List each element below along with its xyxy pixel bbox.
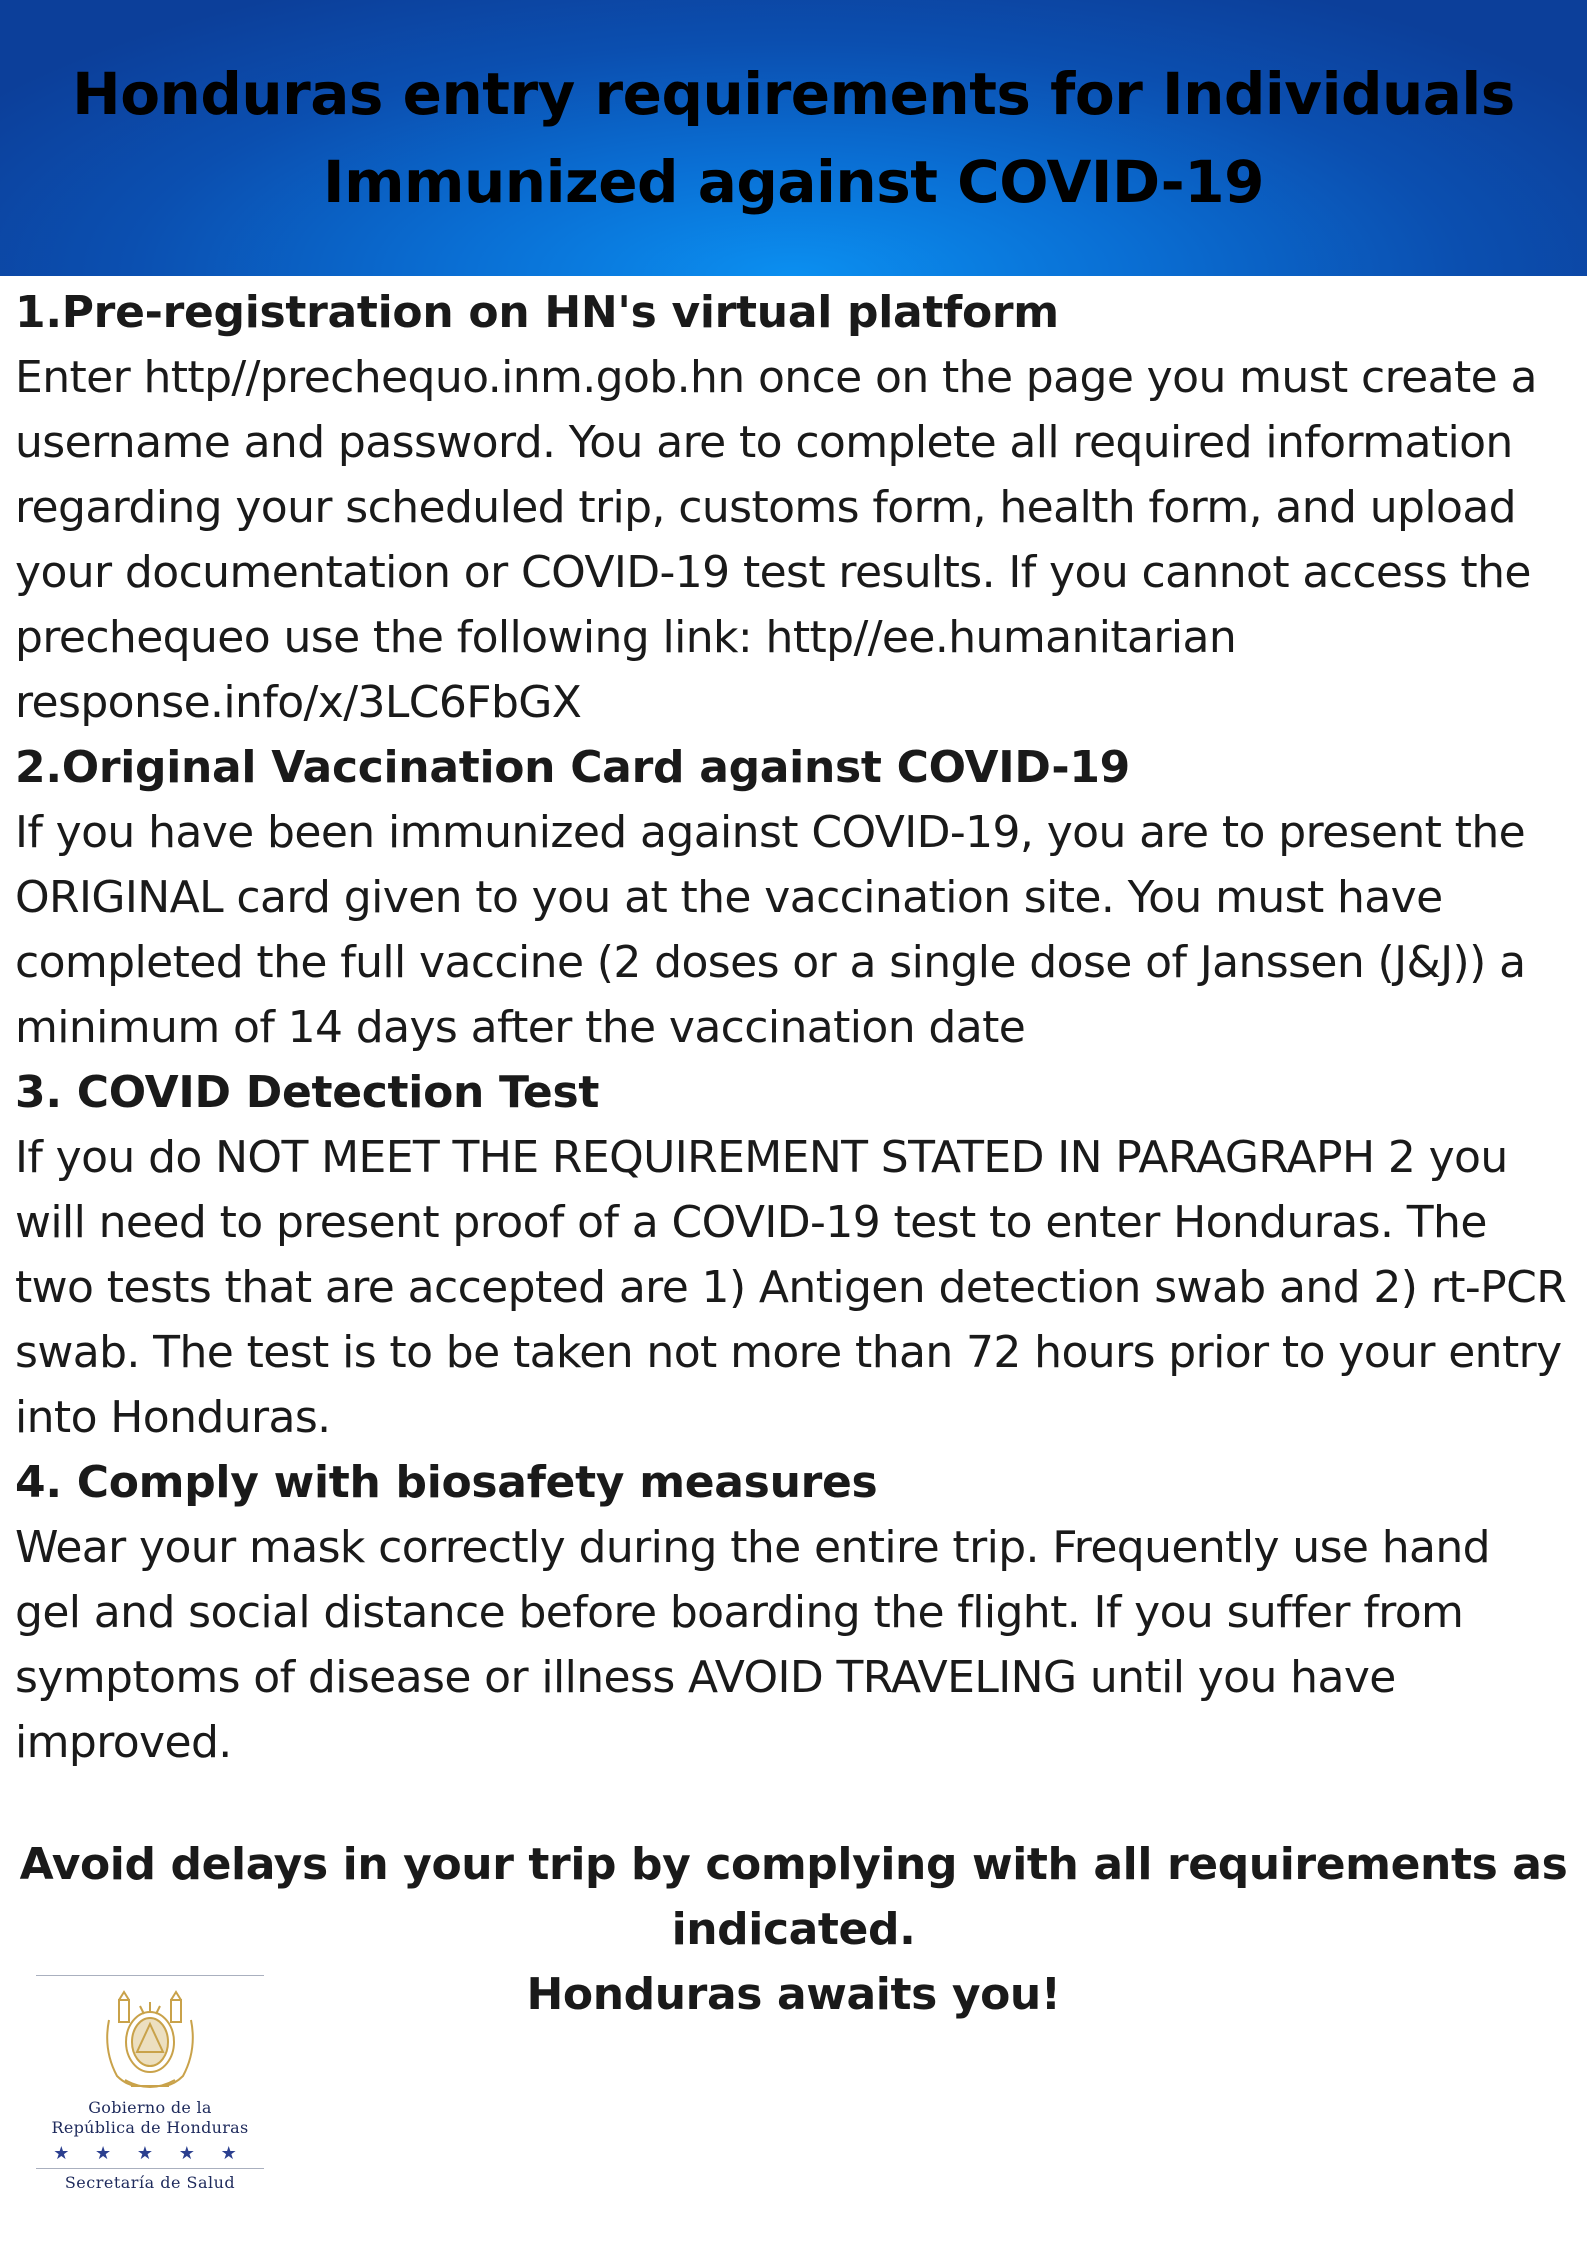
section-line: prechequeo use the following link: http//ee.humanitarian [15,612,1237,663]
section-line: your documentation or COVID-19 test results. If you cannot access the [15,547,1531,598]
section-title: 1.Pre-registration on HN's virtual platform [15,287,1059,338]
government-seal [30,1975,270,2205]
closing-line: indicated. [671,1904,916,1955]
page-title-line1: Honduras entry requirements for Individuals [72,60,1515,128]
section-line: into Honduras. [15,1392,331,1443]
section-line: response.info/x/3LC6FbGX [15,677,582,728]
section-line: swab. The test is to be taken not more than 72 hours prior to your entry [15,1327,1562,1378]
section-line: If you do NOT MEET THE REQUIREMENT STATED IN PARAGRAPH 2 you [15,1132,1508,1183]
section-biosafety [15,1450,1580,1775]
section-line: regarding your scheduled trip, customs form, health form, and upload [15,482,1517,533]
section-line: Enter http//prechequo.inm.gob.hn once on the page you must create a [15,352,1537,403]
title-banner [0,0,1587,276]
section-line: gel and social distance before boarding the flight. If you suffer from [15,1587,1464,1638]
seal-line-secretaria: Secretaría de Salud [64,2173,236,2192]
section-pre-registration [15,280,1580,735]
section-line: minimum of 14 days after the vaccination date [15,1002,1026,1053]
requirements-content [15,280,1580,1775]
section-vaccination-card [15,735,1580,1060]
section-line: Wear your mask correctly during the entire trip. Frequently use hand [15,1522,1491,1573]
seal-line-republica: República de Honduras [51,2118,249,2137]
page-title-line2: Immunized against COVID-19 [323,148,1264,216]
section-line: will need to present proof of a COVID-19 test to enter Honduras. The [15,1197,1487,1248]
section-detection-test [15,1060,1580,1450]
section-line: symptoms of disease or illness AVOID TRAVELING until you have [15,1652,1396,1703]
section-line: ORIGINAL card given to you at the vaccination site. You must have [15,872,1443,923]
closing-line: Honduras awaits you! [526,1969,1061,2020]
seal-stars: ★ ★ ★ ★ ★ [53,2143,247,2164]
seal-divider [36,1975,264,1976]
seal-line-gobierno: Gobierno de la [88,2098,212,2117]
section-line: If you have been immunized against COVID-19, you are to present the [15,807,1526,858]
section-title: 2.Original Vaccination Card against COVID-19 [15,742,1130,793]
section-line: completed the full vaccine (2 doses or a single dose of Janssen (J&J)) a [15,937,1526,988]
page-title [72,50,1515,226]
section-title: 3. COVID Detection Test [15,1067,600,1118]
section-title: 4. Comply with biosafety measures [15,1457,878,1508]
section-line: username and password. You are to complete all required information [15,417,1513,468]
coat-of-arms-icon [95,1980,205,2098]
section-line: improved. [15,1717,232,1768]
closing-line: Avoid delays in your trip by complying with all requirements as [19,1839,1568,1890]
section-line: two tests that are accepted are 1) Antigen detection swab and 2) rt-PCR [15,1262,1567,1313]
